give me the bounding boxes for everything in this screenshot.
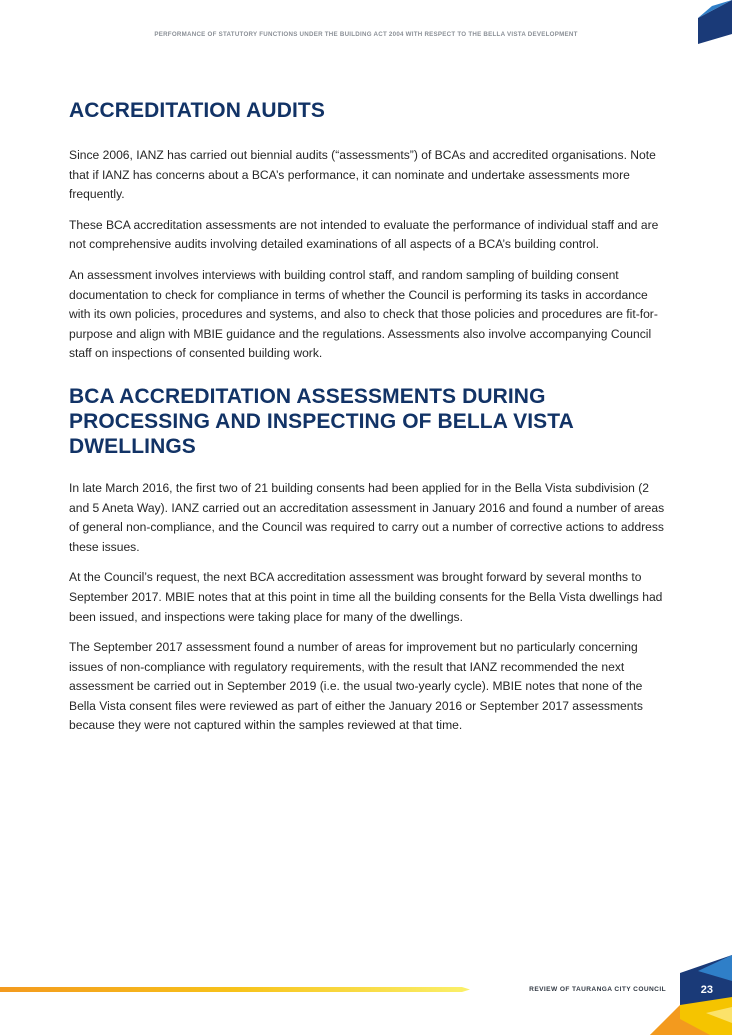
footer-accent-bar — [0, 986, 470, 993]
corner-decoration-top — [698, 0, 732, 44]
page-number: 23 — [700, 984, 713, 996]
paragraph: These BCA accreditation assessments are not intended to evaluate the performance of individual staff and are not comprehensive audits involving detailed examinations of all aspects of a BCA’s building control. — [69, 217, 659, 252]
main-content — [69, 98, 665, 747]
paragraph: An assessment involves interviews with building control staff, and random sampling of building consent documentation to check for compliance in terms of whether the Council is performing its tasks in accordance with its own policies, procedures and systems, and also to check that those policies and procedures are fit-for-purpose and align with MBIE guidance and the regulations. Assessments also involve accompanying Council staff on inspections of consented building work. — [69, 267, 658, 361]
footer-title: REVIEW OF TAURANGA CITY COUNCIL — [529, 986, 666, 993]
paragraph: The September 2017 assessment found a number of areas for improvement but no particularly concerning issues of non-compliance with regulatory requirements, with the result that IANZ recommended the next assessment be carried out in September 2019 (i.e. the usual two-yearly cycle). MBIE notes that none of the Bella Vista consent files were reviewed as part of either the January 2016 or September 2017 assessments because they were not captured within the samples reviewed at that time. — [69, 640, 643, 733]
corner-decoration-bottom — [650, 955, 732, 1035]
paragraph: In late March 2016, the first two of 21 building consents had been applied for in the Bella Vista subdivision (2 and 5 Aneta Way). IANZ carried out an accreditation assessment in January 2016 and found a number of areas of general non-compliance, and the Council was required to carry out a number of corrective actions to address these issues. — [69, 480, 665, 554]
section-heading-bca-assessments: BCA ACCREDITATION ASSESSMENTS DURING PROCESSING AND INSPECTING OF BELLA VISTA DWELLINGS — [69, 384, 574, 458]
running-header: PERFORMANCE OF STATUTORY FUNCTIONS UNDER THE BUILDING ACT 2004 WITH RESPECT TO THE BELLA VISTA DEVELOPMENT — [154, 31, 578, 38]
paragraph: At the Council’s request, the next BCA accreditation assessment was brought forward by several months to September 2017. MBIE notes that at this point in time all the building consents for the Bella Vista dwellings had been issued, and inspections were taking place for many of the dwellings. — [69, 570, 663, 624]
paragraph: Since 2006, IANZ has carried out biennial audits (“assessments”) of BCAs and accredited organisations. Note that if IANZ has concerns about a BCA’s performance, it can nominate and undertake assessments more frequently. — [69, 148, 656, 202]
section-heading-accreditation-audits: ACCREDITATION AUDITS — [69, 99, 325, 122]
